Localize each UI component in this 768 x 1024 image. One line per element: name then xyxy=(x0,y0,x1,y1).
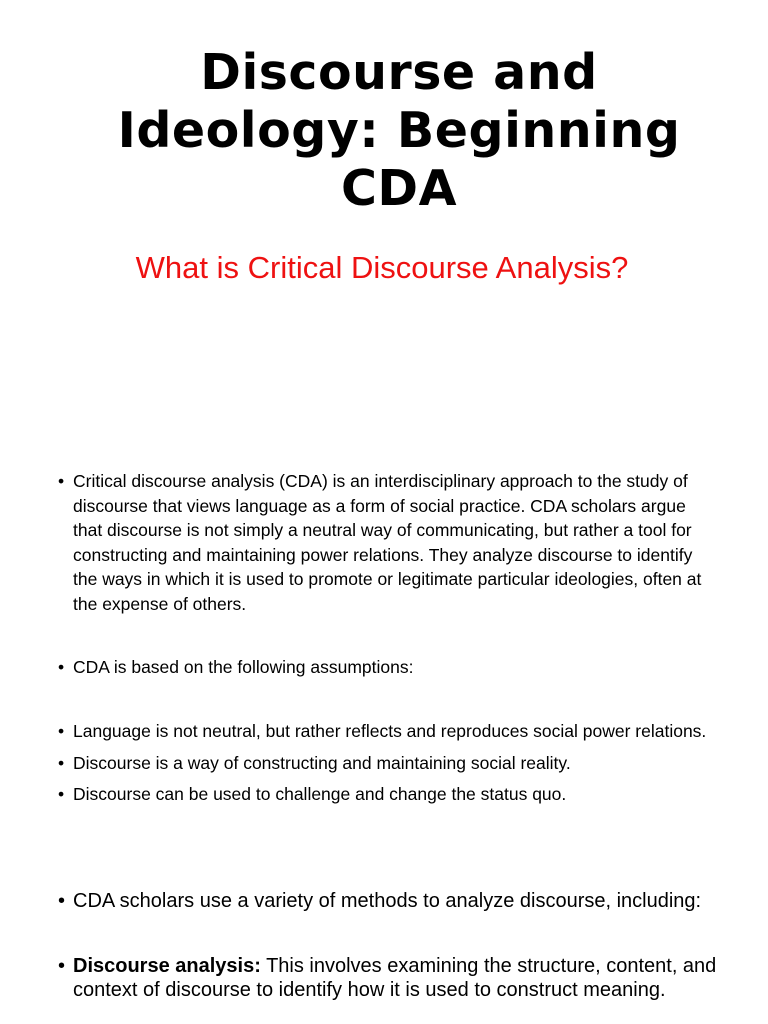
bullet-icon: • xyxy=(58,784,65,804)
bullet-icon: • xyxy=(58,752,65,773)
list-item xyxy=(58,890,718,914)
methods-list xyxy=(58,955,718,1002)
page-title: Discourse and Ideology: Beginning CDA xyxy=(117,44,681,217)
bullet-icon: • xyxy=(58,890,66,912)
assumptions-intro-text: CDA is based on the following assumptions: xyxy=(73,657,414,677)
method-term: Discourse analysis: xyxy=(73,955,261,977)
methods-intro-text: CDA scholars use a variety of methods to analyze discourse, including: xyxy=(73,890,702,912)
assumption-text: Language is not neutral, but rather reflects and reproduces social power relations. xyxy=(73,721,707,741)
list-item xyxy=(58,655,718,680)
intro-list xyxy=(58,469,718,616)
bullet-icon: • xyxy=(58,955,66,977)
assumptions-intro-list xyxy=(58,655,718,680)
intro-text: Critical discourse analysis (CDA) is an interdisciplinary approach to the study of discourse that views language as a form of social practice. CDA scholars argue that discourse is not simply a neutral way of communicating, but rather a tool for constructing and maintaining power relations. They analyze discourse to identify the ways in which it is used to promote or legitimate particular ideologies, often at the expense of others. xyxy=(73,471,702,614)
list-item xyxy=(58,469,718,616)
methods-intro-list xyxy=(58,890,718,914)
bullet-icon: • xyxy=(58,721,65,741)
list-item xyxy=(58,751,718,776)
method-text: This involves examining the structure, content, and context of discourse to identify how it is used to construct meaning. xyxy=(73,955,717,1001)
page-subtitle: What is Critical Discourse Analysis? xyxy=(135,250,629,285)
list-item xyxy=(58,719,718,744)
bullet-icon: • xyxy=(58,657,65,677)
assumption-text: Discourse can be used to challenge and change the status quo. xyxy=(73,784,567,804)
assumptions-list xyxy=(58,719,718,807)
list-item xyxy=(58,955,718,1002)
assumption-text: Discourse is a way of constructing and maintaining social reality. xyxy=(73,752,571,773)
bullet-icon: • xyxy=(58,471,65,491)
list-item xyxy=(58,782,718,807)
